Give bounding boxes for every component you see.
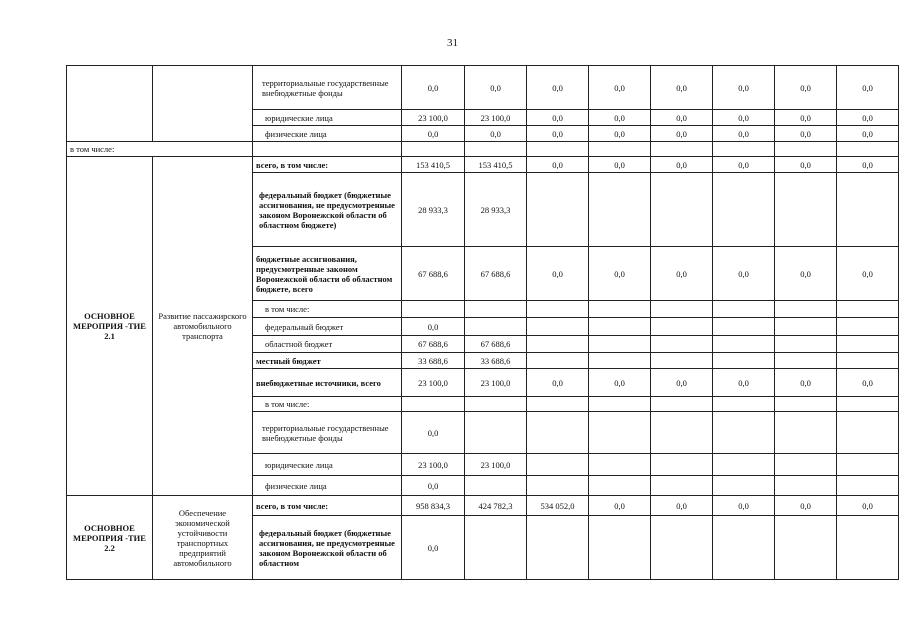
value-cell: 0,0: [775, 157, 837, 173]
value-cell: 0,0: [589, 369, 651, 397]
value-cell: 0,0: [775, 126, 837, 142]
value-cell: 0,0: [651, 126, 713, 142]
row-label: всего, в том числе:: [253, 157, 402, 173]
value-cell: 23 100,0: [465, 454, 527, 476]
value-cell: 0,0: [651, 496, 713, 516]
value-cell: 0,0: [837, 157, 899, 173]
value-cell: 67 688,6: [402, 247, 465, 301]
value-cell: 0,0: [713, 126, 775, 142]
value-cell: 0,0: [402, 476, 465, 496]
value-cell: 0,0: [527, 369, 589, 397]
value-cell: 23 100,0: [402, 110, 465, 126]
value-cell: 0,0: [402, 318, 465, 336]
table-row: [67, 142, 899, 157]
value-cell: 0,0: [589, 157, 651, 173]
value-cell: 0,0: [713, 110, 775, 126]
value-cell: 0,0: [589, 126, 651, 142]
value-cell: 0,0: [589, 496, 651, 516]
row-label: всего, в том числе:: [253, 496, 402, 516]
row-label: физические лица: [253, 476, 402, 496]
row-label: областной бюджет: [253, 336, 402, 353]
value-cell: 0,0: [775, 496, 837, 516]
row-label: федеральный бюджет: [253, 318, 402, 336]
measure-code: ОСНОВНОЕ МЕРОПРИЯ -ТИЕ 2.2: [67, 496, 153, 580]
value-cell: 0,0: [589, 66, 651, 110]
value-cell: 23 100,0: [402, 369, 465, 397]
row-label: в том числе:: [253, 301, 402, 318]
budget-table: [66, 65, 899, 580]
value-cell: 0,0: [402, 516, 465, 580]
value-cell: 0,0: [713, 496, 775, 516]
value-cell: 153 410,5: [465, 157, 527, 173]
value-cell: 23 100,0: [402, 454, 465, 476]
empty-name-cell: [153, 66, 253, 142]
value-cell: 0,0: [527, 126, 589, 142]
value-cell: 67 688,6: [402, 336, 465, 353]
value-cell: 0,0: [589, 110, 651, 126]
value-cell: 0,0: [713, 247, 775, 301]
row-label: территориальные государственные внебюджетные фонды: [253, 412, 402, 454]
value-cell: 0,0: [775, 247, 837, 301]
row-label: федеральный бюджет (бюджетные ассигнования, не предусмотренные законом Воронежской области об областном бюджете): [253, 173, 402, 247]
measure-code: ОСНОВНОЕ МЕРОПРИЯ -ТИЕ 2.1: [67, 157, 153, 496]
value-cell: 0,0: [402, 412, 465, 454]
value-cell: 0,0: [837, 496, 899, 516]
value-cell: 0,0: [837, 247, 899, 301]
row-label: юридические лица: [253, 110, 402, 126]
value-cell: 958 834,3: [402, 496, 465, 516]
value-cell: 0,0: [775, 110, 837, 126]
row-label: федеральный бюджет (бюджетные ассигнования, не предусмотренные законом Воронежской области об областном: [253, 516, 402, 580]
table-row: [67, 157, 899, 173]
value-cell: 0,0: [589, 247, 651, 301]
value-cell: 153 410,5: [402, 157, 465, 173]
row-label: территориальные государственные внебюджетные фонды: [253, 66, 402, 110]
value-cell: 28 933,3: [465, 173, 527, 247]
value-cell: 0,0: [713, 66, 775, 110]
value-cell: 0,0: [651, 369, 713, 397]
value-cell: 0,0: [713, 369, 775, 397]
value-cell: 0,0: [775, 369, 837, 397]
row-label: внебюджетные источники, всего: [253, 369, 402, 397]
value-cell: 0,0: [651, 247, 713, 301]
value-cell: 28 933,3: [402, 173, 465, 247]
value-cell: 23 100,0: [465, 369, 527, 397]
value-cell: 0,0: [402, 66, 465, 110]
value-cell: 0,0: [527, 157, 589, 173]
value-cell: 0,0: [837, 66, 899, 110]
value-cell: 0,0: [465, 126, 527, 142]
value-cell: 0,0: [837, 110, 899, 126]
value-cell: 67 688,6: [465, 247, 527, 301]
value-cell: 0,0: [527, 66, 589, 110]
table-row: [67, 66, 899, 110]
value-cell: 0,0: [527, 247, 589, 301]
value-cell: 0,0: [651, 110, 713, 126]
value-cell: 0,0: [402, 126, 465, 142]
table-row: [67, 496, 899, 516]
value-cell: 23 100,0: [465, 110, 527, 126]
value-cell: 0,0: [651, 157, 713, 173]
row-label: физические лица: [253, 126, 402, 142]
value-cell: 424 782,3: [465, 496, 527, 516]
value-cell: 0,0: [837, 369, 899, 397]
value-cell: 33 688,6: [402, 353, 465, 369]
page-number: 31: [447, 37, 458, 49]
value-cell: 0,0: [527, 110, 589, 126]
including-label: в том числе:: [67, 142, 253, 157]
row-label: бюджетные ассигнования, предусмотренные законом Воронежской области об областном бюджете, всего: [253, 247, 402, 301]
value-cell: 0,0: [713, 157, 775, 173]
value-cell: 534 052,0: [527, 496, 589, 516]
value-cell: 33 688,6: [465, 353, 527, 369]
value-cell: 0,0: [651, 66, 713, 110]
value-cell: 0,0: [465, 66, 527, 110]
empty-code-cell: [67, 66, 153, 142]
row-label: в том числе:: [253, 397, 402, 412]
value-cell: 0,0: [775, 66, 837, 110]
row-label: местный бюджет: [253, 353, 402, 369]
value-cell: 0,0: [837, 126, 899, 142]
measure-name: Развитие пассажирского автомобильного транспорта: [153, 157, 253, 496]
measure-name: Обеспечение экономической устойчивости транспортных предприятий автомобильного: [153, 496, 253, 580]
value-cell: 67 688,6: [465, 336, 527, 353]
row-label: юридические лица: [253, 454, 402, 476]
